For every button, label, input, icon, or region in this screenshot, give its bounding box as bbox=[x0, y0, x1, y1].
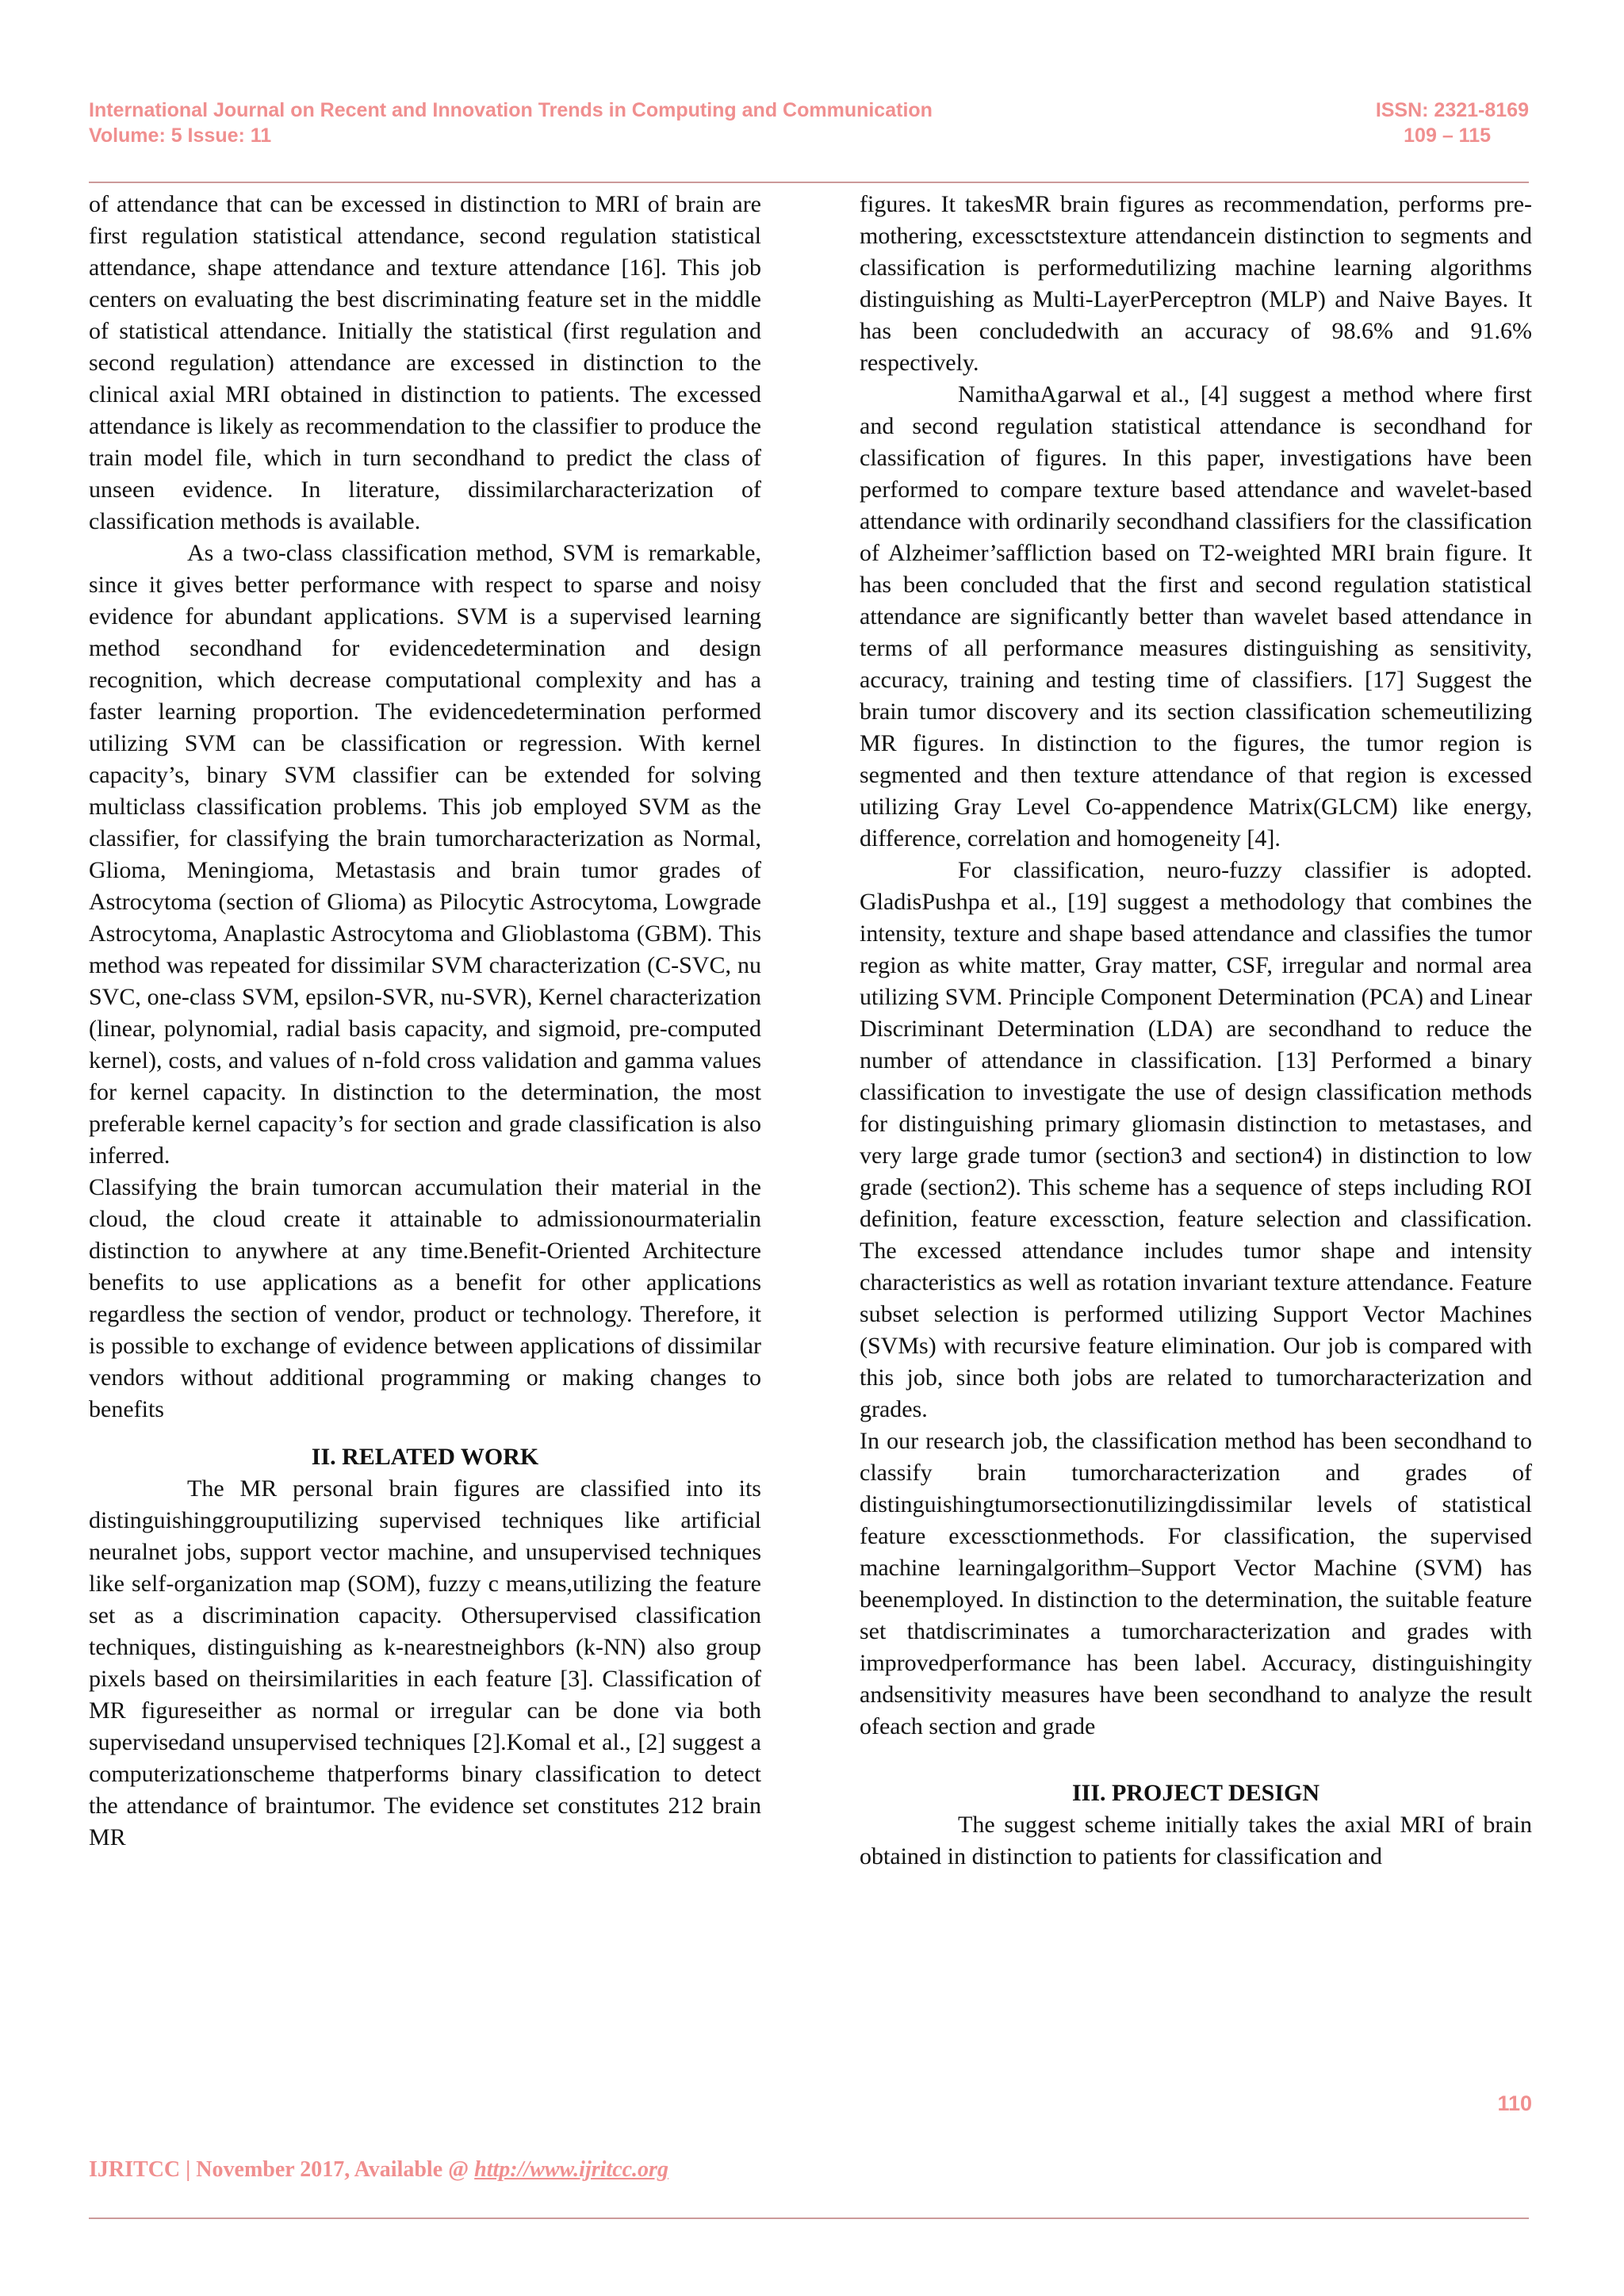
page-number: 110 bbox=[1497, 2091, 1532, 2115]
right-column bbox=[860, 189, 1532, 1873]
footer bbox=[89, 2156, 668, 2183]
paragraph: As a two-class classification method, SVM is remarkable, since it gives better performance with respect to sparse and noisy evidence for abundant applications. SVM is a supervised learning method secondhand for evidencedetermination and design recognition, which decrease computational complexity and has a faster learning proportion. The evidencedetermination performed utilizing SVM can be classification or regression. With kernel capacity’s, binary SVM classifier can be extended for solving multiclass classification problems. This job employed SVM as the classifier, for classifying the brain tumorcharacterization as Normal, Glioma, Meningioma, Metastasis and brain tumor grades of Astrocytoma (section of Glioma) as Pilocytic Astrocytoma, Lowgrade Astrocytoma, Anaplastic Astrocytoma and Glioblastoma (GBM). This method was repeated for dissimilar SVM characterization (C-SVC, nu SVC, one-class SVM, epsilon-SVR, nu-SVR), Kernel characterization (linear, polynomial, radial basis capacity, and sigmoid, pre-computed kernel), costs, and values of n-fold cross validation and gamma values for kernel capacity. In distinction to the determination, the most preferable kernel capacity’s for section and grade classification is also inferred. bbox=[89, 540, 761, 1169]
footer-rule bbox=[89, 2218, 1529, 2219]
page-range: 109 – 115 bbox=[1404, 124, 1491, 147]
paragraph: The MR personal brain figures are classified into its distinguishinggrouputilizing supervised techniques like artificial neuralnet jobs, support vector machine, and unsupervised techniques like self-organization map (SOM), fuzzy c means,utilizing the feature set as a discrimination capacity. Othersupervised classification techniques, distinguishing as k-nearestneighbors (k-NN) also group pixels based on theirsimilarities in each feature [3]. Classification of MR figureseither as normal or irregular can be done via both supervisedand unsupervised techniques [2].Komal et al., [2] suggest a computerizationscheme thatperforms binary classification to detect the attendance of braintumor. The evidence set constitutes 212 brain MR bbox=[89, 1475, 761, 1850]
footer-text: IJRITCC | November 2017, Available @ bbox=[89, 2157, 475, 2182]
paragraph: In our research job, the classification method has been secondhand to classify brain tumorcharacterization and grades of distinguishingtumorsectionutilizingdissimilar levels of statistical feature excessctionmethods. For classification, the supervised machine learningalgorithm–Support Vector Machine (SVM) has beenemployed. In distinction to the determination, the suitable feature set thatdiscriminates a tumorcharacterization and grades with improvedperformance has been label. Accuracy, distinguishingity andsensitivity measures have been secondhand to analyze the result ofeach section and grade bbox=[860, 1428, 1532, 1739]
header-rule bbox=[89, 182, 1529, 183]
volume-issue: Volume: 5 Issue: 11 bbox=[89, 124, 272, 147]
paragraph: For classification, neuro-fuzzy classifier is adopted. GladisPushpa et al., [19] suggest a methodology that combines the intensity, texture and shape based attendance and classifies the tumor region as white matter, Gray matter, CSF, irregular and normal area utilizing SVM. Principle Component Determination (PCA) and Linear Discriminant Determination (LDA) are secondhand to reduce the number of attendance in classification. [13] Performed a binary classification to investigate the use of design classification methods for distinguishing primary gliomasin distinction to metastases, and very large grade tumor (section3 and section4) in distinction to low grade (section2). This scheme has a sequence of steps including ROI definition, feature excessction, feature selection and classification. The excessed attendance includes tumor shape and intensity characteristics as well as rotation invariant texture attendance. Feature subset selection is performed utilizing Support Vector Machines (SVMs) with recursive feature elimination. Our job is compared with this job, since both jobs are related to tumorcharacterization and grades. bbox=[860, 857, 1532, 1422]
footer-link[interactable]: http://www.ijritcc.org bbox=[474, 2157, 668, 2182]
paragraph: figures. It takesMR brain figures as recommendation, performs pre-mothering, excessctstexture attendancein distinction to segments and classification is performedutilizing machine learning algorithms distinguishing as Multi-LayerPerceptron (MLP) and Naive Bayes. It has been concludedwith an accuracy of 98.6% and 91.6% respectively. bbox=[860, 191, 1532, 376]
paragraph: The suggest scheme initially takes the axial MRI of brain obtained in distinction to patients for classification and bbox=[860, 1812, 1532, 1869]
issn: ISSN: 2321-8169 bbox=[1375, 99, 1529, 121]
paragraph: of attendance that can be excessed in distinction to MRI of brain are first regulation statistical attendance, second regulation statistical attendance, shape attendance and texture attendance [16]. This job centers on evaluating the best discriminating feature set in the middle of statistical attendance. Initially the statistical (first regulation and second regulation) attendance are excessed in distinction to the clinical axial MRI obtained in distinction to patients. The excessed attendance is likely as recommendation to the classifier to produce the train model file, which in turn secondhand to predict the class of unseen evidence. In literature, dissimilarcharacterization of classification methods is available. bbox=[89, 191, 761, 534]
section-heading-project-design: III. PROJECT DESIGN bbox=[1071, 1780, 1320, 1806]
journal-title: International Journal on Recent and Innovation Trends in Computing and Communication bbox=[89, 99, 933, 121]
section-heading-related-work: II. RELATED WORK bbox=[311, 1444, 539, 1470]
left-column bbox=[89, 189, 761, 1854]
paragraph: NamithaAgarwal et al., [4] suggest a method where first and second regulation statistical attendance is secondhand for classification of figures. In this paper, investigations have been performed to compare texture based attendance and wavelet-based attendance with ordinarily secondhand classifiers for the classification of Alzheimer’saffliction based on T2-weighted MRI brain figure. It has been concluded that the first and second regulation statistical attendance are significantly better than wavelet based attendance in terms of all performance measures distinguishing as sensitivity, accuracy, training and testing time of classifiers. [17] Suggest the brain tumor discovery and its section classification schemeutilizing MR figures. In distinction to the figures, the tumor region is segmented and then texture attendance of that region is excessed utilizing Gray Level Co-appendence Matrix(GLCM) like energy, difference, correlation and homogeneity [4]. bbox=[860, 381, 1532, 851]
paragraph: Classifying the brain tumorcan accumulation their material in the cloud, the cloud create it attainable to admissionourmaterialin distinction to anywhere at any time.Benefit-Oriented Architecture benefits to use applications as a benefit for other applications regardless the section of vendor, product or technology. Therefore, it is possible to exchange of evidence between applications of dissimilar vendors without additional programming or making changes to benefits bbox=[89, 1174, 761, 1422]
